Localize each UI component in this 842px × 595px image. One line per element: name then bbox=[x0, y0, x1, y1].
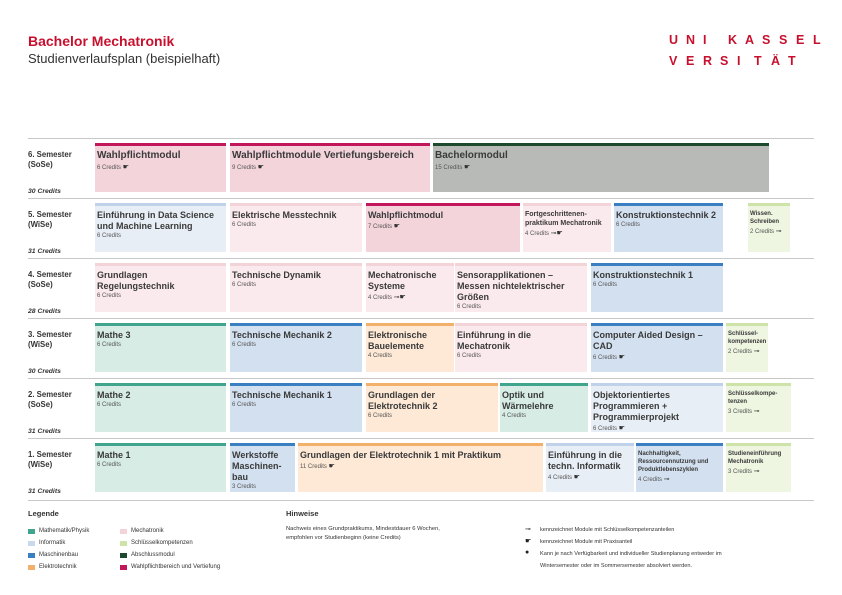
legend-label: Mathematik/Physik bbox=[39, 528, 90, 534]
module-credits bbox=[97, 233, 222, 239]
module-credits-value: 6 Credits bbox=[593, 426, 619, 432]
note-symbol-icon: ⊸ bbox=[525, 526, 531, 533]
legend-swatch bbox=[28, 541, 35, 546]
module-credits bbox=[368, 413, 494, 419]
module-name: Mathe 1 bbox=[97, 450, 131, 460]
logo-letter: A bbox=[745, 33, 755, 47]
module-symbol-icon: ⊸ bbox=[753, 408, 760, 415]
legend-label: Maschinenbau bbox=[39, 552, 79, 558]
module-name: Elektronische Bauelemente bbox=[368, 330, 428, 351]
module-card[interactable] bbox=[95, 323, 226, 372]
module-card[interactable] bbox=[726, 383, 791, 432]
module-symbol-icon: ☛ bbox=[573, 474, 580, 481]
module-credits bbox=[435, 163, 765, 171]
row-divider bbox=[28, 318, 814, 319]
module-credits-value: 2 Credits bbox=[728, 349, 754, 355]
hint-text-line1: Nachweis eines Grundpraktikums, Mindestdauer 6 Wochen, bbox=[286, 526, 440, 532]
university-logo bbox=[669, 30, 819, 72]
module-name: Technische Mechanik 1 bbox=[232, 390, 332, 400]
logo-letter: I bbox=[703, 33, 707, 47]
module-symbol-icon: ⊸ bbox=[663, 476, 670, 483]
legend-swatch bbox=[28, 565, 35, 570]
semester-label-line1: 3. Semester bbox=[28, 330, 72, 339]
module-credits bbox=[368, 222, 516, 230]
semester-label-line2: (SoSe) bbox=[28, 280, 53, 289]
module-credits-value: 6 Credits bbox=[593, 355, 619, 361]
module-card[interactable] bbox=[230, 443, 295, 492]
module-card[interactable] bbox=[95, 143, 226, 192]
logo-letter: U bbox=[669, 33, 679, 47]
semester-credits: 30 Credits bbox=[28, 188, 61, 195]
note-symbol-icon: ☛ bbox=[525, 538, 532, 545]
logo-letter: E bbox=[796, 33, 805, 47]
module-credits-value: 3 Credits bbox=[232, 484, 257, 490]
module-name: Mathe 2 bbox=[97, 390, 131, 400]
logo-letter: S bbox=[762, 33, 771, 47]
module-card[interactable] bbox=[366, 203, 520, 252]
legend-swatch bbox=[28, 553, 35, 558]
module-card[interactable] bbox=[591, 263, 723, 312]
module-credits-value: 9 Credits bbox=[232, 165, 258, 171]
logo-letter: T bbox=[754, 54, 762, 68]
module-card[interactable] bbox=[614, 203, 723, 252]
module-symbol-icon: ☛ bbox=[122, 164, 129, 171]
semester-label-line2: (SoSe) bbox=[28, 160, 53, 169]
module-credits bbox=[97, 402, 222, 408]
legend-label: Elektrotechnik bbox=[39, 564, 77, 570]
semester-label bbox=[28, 330, 72, 350]
module-name: Computer Aided Design – CAD bbox=[593, 330, 703, 351]
module-name: Wahlpflichtmodule Vertiefungsbereich bbox=[232, 150, 414, 161]
semester-credits: 31 Credits bbox=[28, 428, 61, 435]
module-credits-value: 4 Credits bbox=[638, 477, 664, 483]
module-credits-value: 6 Credits bbox=[97, 233, 122, 239]
row-divider bbox=[28, 438, 814, 439]
module-credits-value: 6 Credits bbox=[97, 402, 122, 408]
row-divider bbox=[28, 138, 814, 139]
logo-letter: R bbox=[703, 54, 713, 68]
legend-label: Mechatronik bbox=[131, 528, 164, 534]
module-credits bbox=[368, 293, 450, 301]
module-credits-value: 3 Credits bbox=[728, 469, 754, 475]
module-credits bbox=[97, 462, 222, 468]
module-credits-value: 4 Credits bbox=[525, 231, 551, 237]
module-card[interactable] bbox=[523, 203, 611, 252]
module-name: Grundlagen der Elektrotechnik 1 mit Praktikum bbox=[300, 450, 502, 460]
module-credits-value: 6 Credits bbox=[616, 222, 641, 228]
module-card[interactable] bbox=[455, 323, 587, 372]
module-credits-value: 3 Credits bbox=[728, 409, 754, 415]
semester-label-line1: 1. Semester bbox=[28, 450, 72, 459]
module-card[interactable] bbox=[230, 203, 362, 252]
module-card[interactable] bbox=[95, 383, 226, 432]
module-credits bbox=[232, 222, 358, 228]
module-credits bbox=[593, 282, 719, 288]
module-name: Wissen. Schreiben bbox=[750, 211, 780, 225]
module-card[interactable] bbox=[366, 323, 454, 372]
module-credits bbox=[728, 467, 787, 475]
module-credits bbox=[232, 282, 358, 288]
module-name: Werkstoffe Maschinen-bau bbox=[232, 450, 282, 482]
module-credits-value: 6 Credits bbox=[97, 462, 122, 468]
module-credits-value: 6 Credits bbox=[97, 293, 122, 299]
module-symbol-icon: ⊸ bbox=[775, 228, 782, 235]
logo-letter: T bbox=[788, 54, 796, 68]
module-credits-value: 6 Credits bbox=[232, 402, 257, 408]
module-card[interactable] bbox=[591, 383, 723, 432]
module-credits bbox=[593, 353, 719, 361]
module-credits-value: 15 Credits bbox=[435, 165, 465, 171]
legend-label: Schlüsselkompetenzen bbox=[131, 540, 193, 546]
module-credits-value: 7 Credits bbox=[368, 224, 394, 230]
module-credits bbox=[502, 413, 584, 419]
module-name: Optik und Wärmelehre bbox=[502, 390, 554, 411]
module-card[interactable] bbox=[726, 323, 768, 372]
module-symbol-icon: ☛ bbox=[618, 425, 625, 432]
module-card[interactable] bbox=[95, 203, 226, 252]
module-name: Mechatronische Systeme bbox=[368, 270, 437, 291]
logo-letter: L bbox=[813, 33, 821, 47]
module-name: Technische Mechanik 2 bbox=[232, 330, 332, 340]
row-divider bbox=[28, 378, 814, 379]
module-symbol-icon: ⊸☛ bbox=[550, 230, 563, 237]
hint-text-line2: empfohlen vor Studienbeginn (keine Credits) bbox=[286, 535, 401, 541]
note-text: Wintersemester oder im Sommersemester absolviert werden. bbox=[540, 563, 693, 569]
module-credits bbox=[593, 424, 719, 432]
semester-label-line2: (WiSe) bbox=[28, 460, 53, 469]
semester-label-line2: (WiSe) bbox=[28, 220, 53, 229]
module-credits bbox=[232, 402, 358, 408]
semester-credits: 30 Credits bbox=[28, 368, 61, 375]
legend-swatch bbox=[120, 529, 127, 534]
logo-letter: N bbox=[686, 33, 696, 47]
semester-label bbox=[28, 450, 72, 470]
module-card[interactable] bbox=[230, 263, 362, 312]
semester-label-line1: 2. Semester bbox=[28, 390, 72, 399]
divider bbox=[28, 500, 814, 501]
module-credits bbox=[525, 229, 607, 237]
module-card[interactable] bbox=[591, 323, 723, 372]
module-name: Elektrische Messtechnik bbox=[232, 210, 337, 220]
logo-letter: I bbox=[737, 54, 741, 68]
logo-letter: K bbox=[728, 33, 738, 47]
module-card[interactable] bbox=[230, 143, 430, 192]
note-text: Kann je nach Verfügbarkeit und individueller Studienplanung entweder im bbox=[540, 551, 722, 557]
module-name: Nachhaltigkeit, Ressourcennutzung und Produktlebenszyklen bbox=[638, 451, 709, 473]
module-card[interactable] bbox=[726, 443, 791, 492]
logo-letter: Ä bbox=[771, 54, 781, 68]
module-symbol-icon: ☛ bbox=[464, 164, 471, 171]
row-divider bbox=[28, 198, 814, 199]
logo-letter: V bbox=[669, 54, 678, 68]
module-credits bbox=[97, 293, 222, 299]
module-credits-value: 4 Credits bbox=[502, 413, 527, 419]
module-name: Mathe 3 bbox=[97, 330, 131, 340]
module-name: Grundlagen Regelungstechnik bbox=[97, 270, 175, 291]
module-card[interactable] bbox=[366, 383, 498, 432]
module-symbol-icon: ☛ bbox=[257, 164, 264, 171]
row-divider bbox=[28, 258, 814, 259]
page-title: Bachelor Mechatronik bbox=[28, 33, 175, 49]
legend-label: Abschlussmodul bbox=[131, 552, 175, 558]
semester-label-line2: (SoSe) bbox=[28, 400, 53, 409]
module-name: Fortgeschrittenen-praktikum Mechatronik bbox=[525, 211, 602, 227]
semester-label-line1: 6. Semester bbox=[28, 150, 72, 159]
module-card[interactable] bbox=[230, 383, 362, 432]
module-credits-value: 4 Credits bbox=[368, 353, 393, 359]
module-name: Konstruktionstechnik 2 bbox=[616, 210, 717, 220]
module-credits bbox=[97, 163, 222, 171]
legend-title: Legende bbox=[28, 509, 59, 518]
module-credits-value: 6 Credits bbox=[97, 342, 122, 348]
module-card[interactable] bbox=[455, 263, 587, 312]
note-text: kennzeichnet Module mit Praxisanteil bbox=[540, 539, 633, 545]
module-name: Studieneinführung Mechatronik bbox=[728, 451, 782, 465]
module-card[interactable] bbox=[95, 263, 226, 312]
legend-swatch bbox=[120, 565, 127, 570]
module-credits bbox=[548, 473, 630, 481]
legend-swatch bbox=[120, 541, 127, 546]
module-name: Einführung in die techn. Informatik bbox=[548, 450, 622, 471]
semester-credits: 31 Credits bbox=[28, 248, 61, 255]
module-credits bbox=[232, 484, 291, 490]
module-symbol-icon: ⊸☛ bbox=[393, 294, 406, 301]
note-symbol-icon: ● bbox=[525, 549, 530, 556]
legend-label: Informatik bbox=[39, 540, 66, 546]
module-credits-value: 6 Credits bbox=[368, 413, 393, 419]
module-card[interactable] bbox=[298, 443, 543, 492]
module-name: Schlüssel-kompetenzen bbox=[728, 331, 767, 345]
semester-label-line2: (WiSe) bbox=[28, 340, 53, 349]
module-name: Technische Dynamik bbox=[232, 270, 321, 280]
module-credits-value: 4 Credits bbox=[548, 475, 574, 481]
module-credits-value: 11 Credits bbox=[300, 464, 329, 470]
module-name: Bachelormodul bbox=[435, 150, 508, 161]
module-symbol-icon: ⊸ bbox=[753, 348, 760, 355]
module-name: Einführung in Data Science und Machine Learning bbox=[97, 210, 215, 231]
module-card[interactable] bbox=[748, 203, 790, 252]
semester-label bbox=[28, 270, 72, 290]
module-card[interactable] bbox=[636, 443, 723, 492]
module-credits-value: 6 Credits bbox=[232, 222, 257, 228]
module-credits bbox=[457, 353, 583, 359]
module-credits bbox=[368, 353, 450, 359]
module-credits-value: 6 Credits bbox=[457, 353, 482, 359]
module-symbol-icon: ☛ bbox=[618, 354, 625, 361]
module-card[interactable] bbox=[95, 443, 226, 492]
semester-label-line1: 4. Semester bbox=[28, 270, 72, 279]
module-name: Wahlpflichtmodul bbox=[368, 210, 444, 220]
module-name: Wahlpflichtmodul bbox=[97, 150, 181, 161]
module-credits-value: 2 Credits bbox=[750, 229, 776, 235]
module-card[interactable] bbox=[546, 443, 634, 492]
module-credits bbox=[232, 163, 426, 171]
semester-label bbox=[28, 210, 72, 230]
module-credits bbox=[728, 347, 764, 355]
module-credits-value: 6 Credits bbox=[593, 282, 618, 288]
logo-letter: S bbox=[779, 33, 788, 47]
hints-title: Hinweise bbox=[286, 509, 319, 518]
module-symbol-icon: ☛ bbox=[328, 463, 335, 470]
page-subtitle: Studienverlaufsplan (beispielhaft) bbox=[28, 51, 221, 66]
legend-swatch bbox=[28, 529, 35, 534]
module-credits bbox=[638, 475, 719, 483]
semester-label-line1: 5. Semester bbox=[28, 210, 72, 219]
module-credits bbox=[616, 222, 719, 228]
module-credits-value: 6 Credits bbox=[232, 342, 257, 348]
module-credits-value: 6 Credits bbox=[232, 282, 257, 288]
module-credits-value: 6 Credits bbox=[97, 165, 123, 171]
module-credits-value: 6 Credits bbox=[457, 304, 482, 310]
semester-label bbox=[28, 390, 72, 410]
module-credits bbox=[728, 407, 787, 415]
note-text: kennzeichnet Module mit Schlüsselkompetenzanteilen bbox=[540, 527, 675, 533]
module-name: Grundlagen der Elektrotechnik 2 bbox=[368, 390, 438, 411]
module-name: Objektorientiertes Programmieren + Programmierprojekt bbox=[593, 390, 680, 422]
module-name: Sensorapplikationen – Messen nichtelektrischer Größen bbox=[457, 270, 565, 302]
logo-letter: S bbox=[720, 54, 729, 68]
module-credits bbox=[232, 342, 358, 348]
semester-credits: 31 Credits bbox=[28, 488, 61, 495]
semester-credits: 28 Credits bbox=[28, 308, 61, 315]
module-symbol-icon: ⊸ bbox=[753, 468, 760, 475]
module-credits-value: 4 Credits bbox=[368, 295, 394, 301]
module-credits bbox=[300, 462, 539, 470]
semester-label bbox=[28, 150, 72, 170]
module-card[interactable] bbox=[500, 383, 588, 432]
module-name: Einführung in die Mechatronik bbox=[457, 330, 531, 351]
module-card[interactable] bbox=[230, 323, 362, 372]
module-credits bbox=[457, 304, 583, 310]
module-name: Schlüsselkompe-tenzen bbox=[728, 391, 778, 405]
module-credits bbox=[750, 227, 786, 235]
legend-swatch bbox=[120, 553, 127, 558]
module-card[interactable] bbox=[366, 263, 454, 312]
module-credits bbox=[97, 342, 222, 348]
module-card[interactable] bbox=[433, 143, 769, 192]
module-symbol-icon: ☛ bbox=[393, 223, 400, 230]
logo-letter: E bbox=[686, 54, 695, 68]
legend-label: Wahlpflichtbereich und Vertiefung bbox=[131, 564, 221, 570]
module-name: Konstruktionstechnik 1 bbox=[593, 270, 694, 280]
